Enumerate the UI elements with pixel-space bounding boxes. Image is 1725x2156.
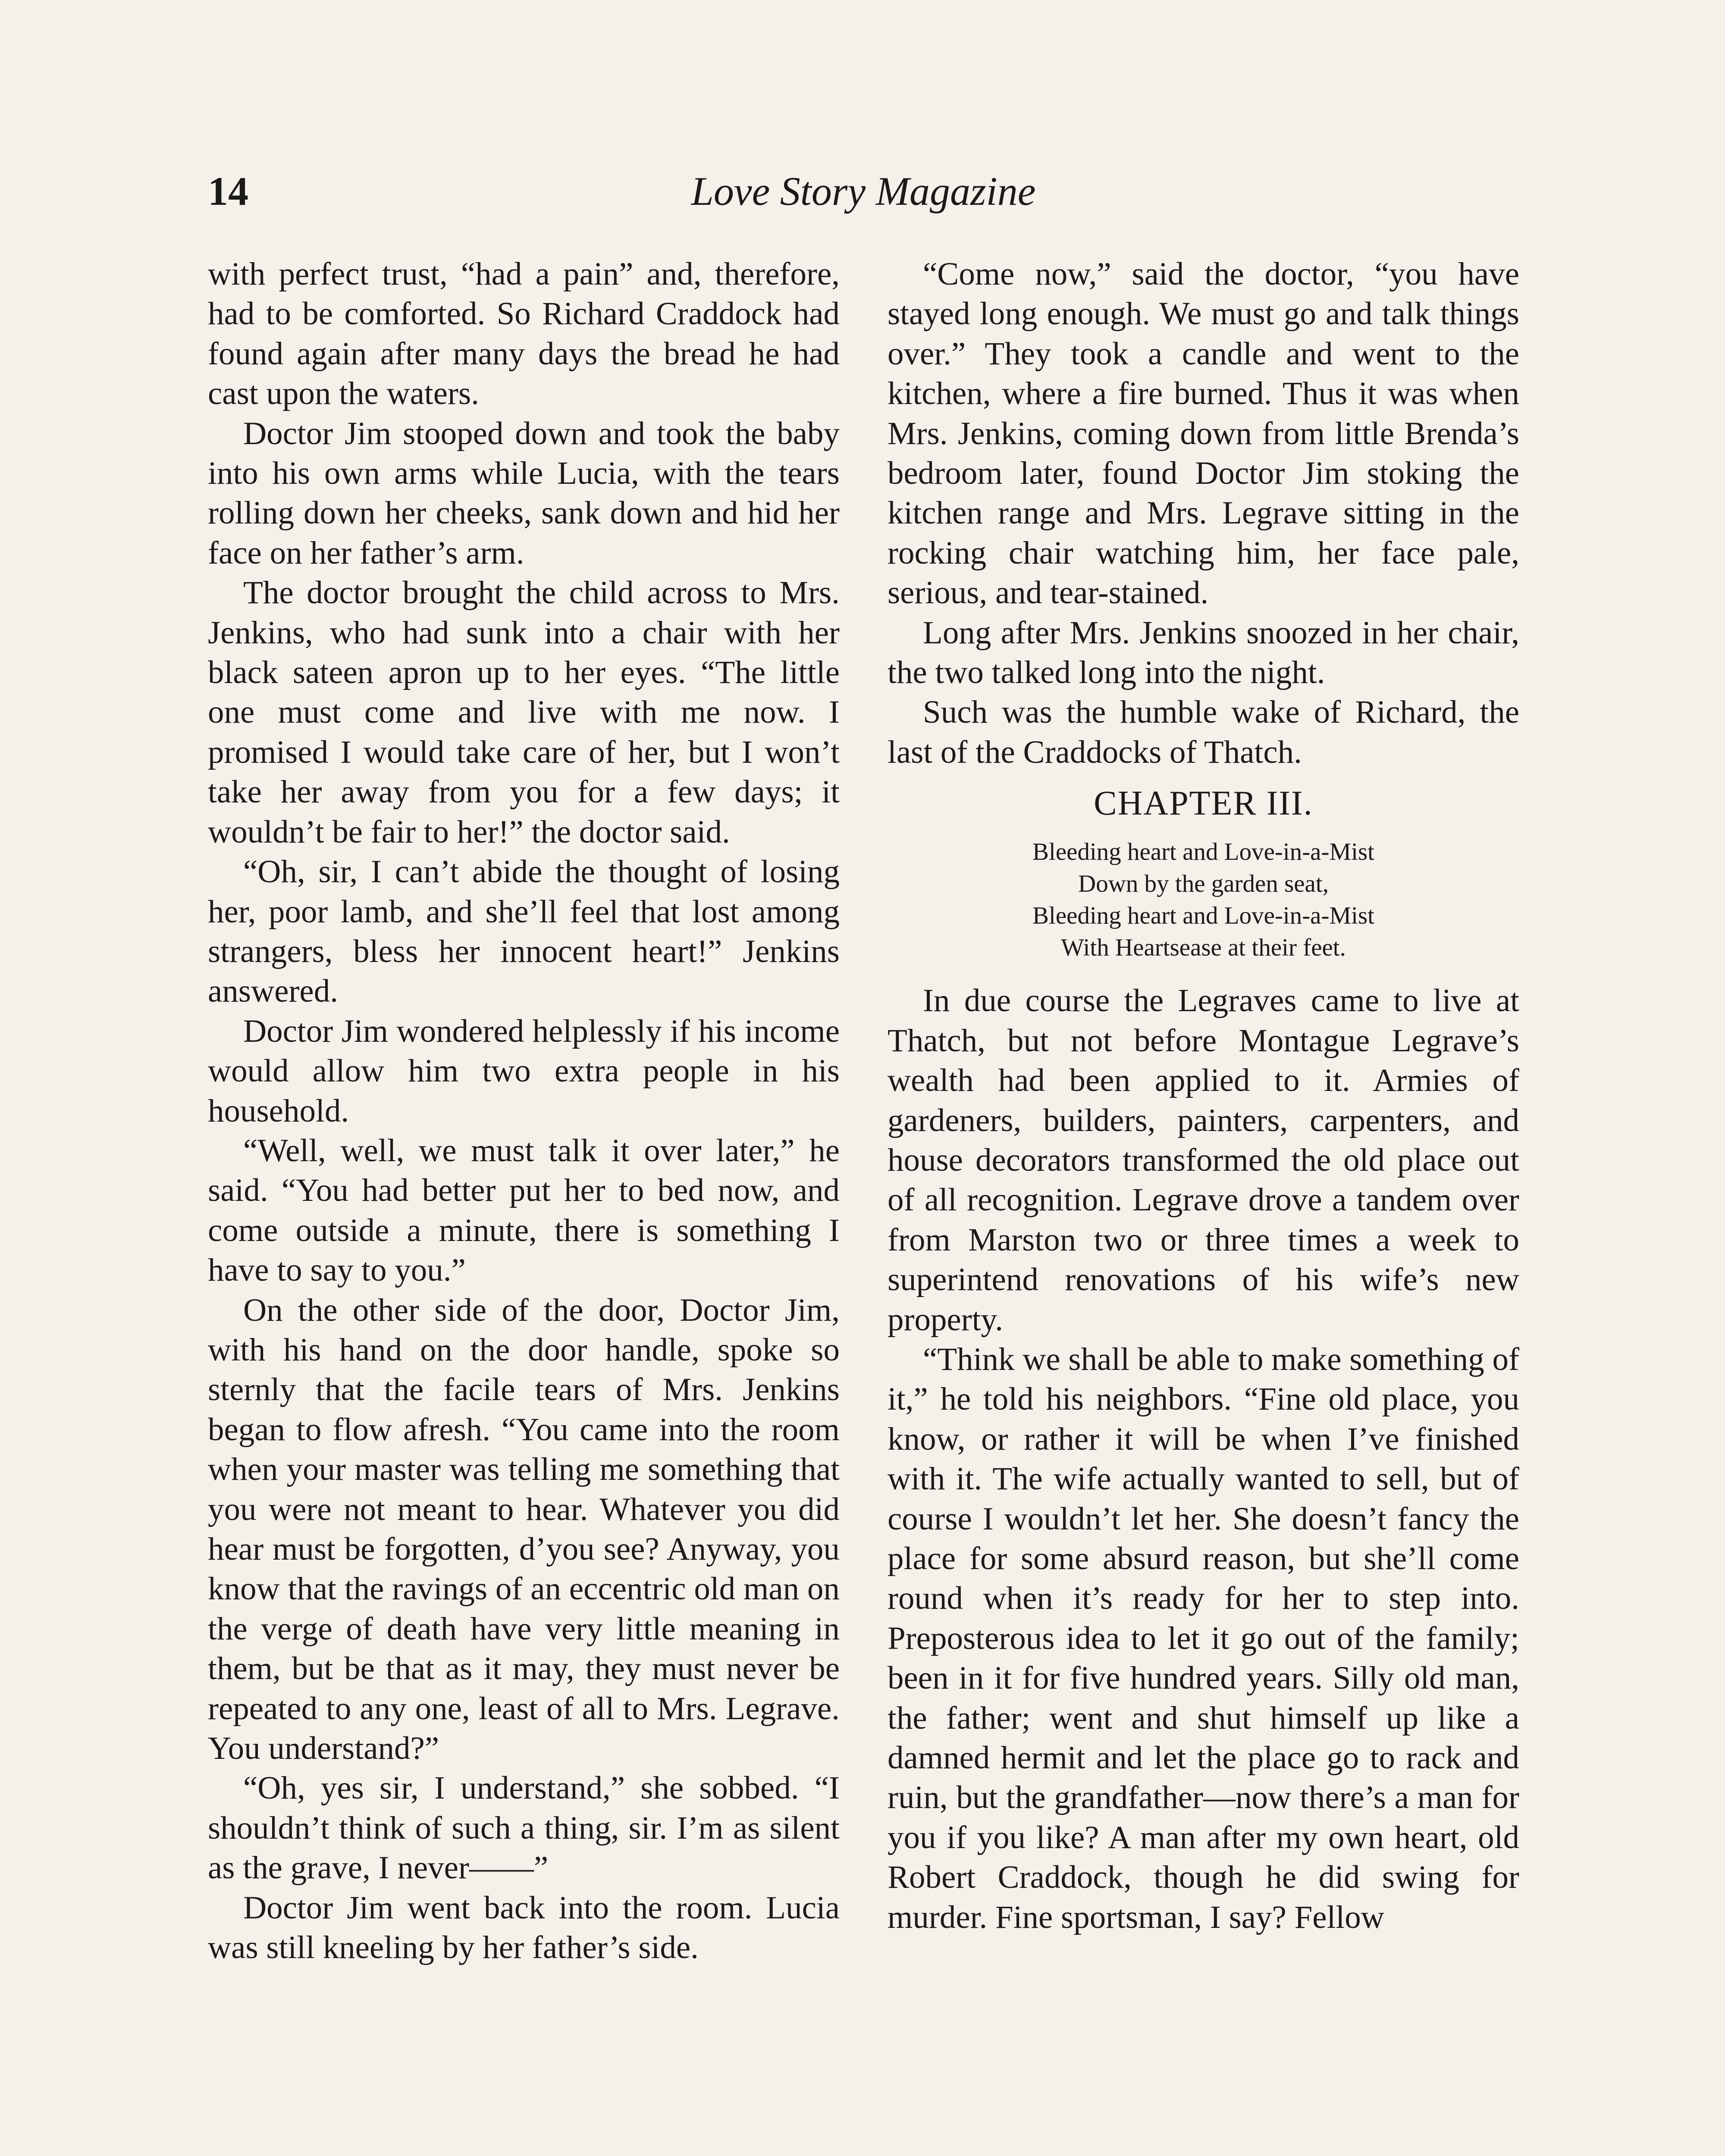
left-column bbox=[208, 254, 840, 1968]
right-column bbox=[888, 254, 1519, 1937]
paragraph: “Think we shall be able to make something of it,” he told his neighbors. “Fine old place, you know, or rather it will be when I’ve finished with it. The wife actually wanted to sell, but of course I wouldn’t let her. She doesn’t fancy the place for some absurd reason, but she’ll come round when it’s ready for her to step into. Preposterous idea to let it go out of the family; been in it for five hundred years. Silly old man, the father; went and shut himself up like a damned hermit and let the place go to rack and ruin, but the grandfather—now there’s a man for you if you like? A man after my own heart, old Robert Craddock, though he did swing for murder. Fine sportsman, I say? Fellow bbox=[888, 1341, 1519, 1935]
paragraph: Doctor Jim went back into the room. Lucia was still kneeling by her father’s side. bbox=[208, 1890, 840, 1966]
paragraph: In due course the Legraves came to live at Thatch, but not before Montague Legrave’s wealth had been applied to it. Armies of gardeners, builders, painters, carpenters, and house decorators transformed the old place out of all recognition. Legrave drove a tandem over from Marston two or three times a week to superintend renovations of his wife’s new property. bbox=[888, 983, 1519, 1338]
paragraph: “Oh, yes sir, I understand,” she sobbed. “I shouldn’t think of such a thing, sir. I’m as silent as the grave, I never——” bbox=[208, 1770, 840, 1886]
paragraph: with perfect trust, “had a pain” and, therefore, had to be comforted. So Richard Craddock had found again after many days the bread he had cast upon the waters. bbox=[208, 256, 840, 412]
page-header bbox=[208, 168, 1519, 233]
paragraph: Doctor Jim stooped down and took the baby into his own arms while Lucia, with the tears rolling down her cheeks, sank down and hid her face on her father’s arm. bbox=[208, 415, 840, 571]
magazine-title: Love Story Magazine bbox=[691, 169, 1036, 214]
chapter-heading: CHAPTER III. bbox=[1094, 784, 1313, 823]
page-number: 14 bbox=[208, 169, 248, 214]
epigraph bbox=[888, 836, 1519, 964]
epigraph-line: With Heartsease at their feet. bbox=[1061, 934, 1346, 962]
paragraph: Doctor Jim wondered helplessly if his income would allow him two extra people in his household. bbox=[208, 1013, 840, 1129]
epigraph-line: Down by the garden seat, bbox=[1078, 870, 1329, 898]
epigraph-line: Bleeding heart and Love-in-a-Mist bbox=[1032, 838, 1374, 866]
paragraph: Such was the humble wake of Richard, the last of the Craddocks of Thatch. bbox=[888, 694, 1519, 770]
paragraph: “Come now,” said the doctor, “you have stayed long enough. We must go and talk things over.” They took a candle and went to the kitchen, where a fire burned. Thus it was when Mrs. Jenkins, coming down from little Brenda’s bedroom later, found Doctor Jim stoking the kitchen range and Mrs. Legrave sitting in the rocking chair watching him, her face pale, serious, and tear-stained. bbox=[888, 256, 1519, 611]
paragraph: On the other side of the door, Doctor Jim, with his hand on the door handle, spoke so sternly that the facile tears of Mrs. Jenkins began to flow afresh. “You came into the room when your master was telling me something that you were not meant to hear. Whatever you did hear must be forgotten, d’you see? Anyway, you know that the ravings of an eccentric old man on the verge of death have very little meaning in them, but be that as it may, they must never be repeated to any one, least of all to Mrs. Legrave. You understand?” bbox=[208, 1292, 840, 1767]
paragraph: The doctor brought the child across to Mrs. Jenkins, who had sunk into a chair with her black sateen apron up to her eyes. “The little one must come and live with me now. I promised I would take care of her, but I won’t take her away from you for a few days; it wouldn’t be fair to her!” the doctor said. bbox=[208, 575, 840, 850]
epigraph-line: Bleeding heart and Love-in-a-Mist bbox=[1032, 902, 1374, 930]
paragraph: Long after Mrs. Jenkins snoozed in her chair, the two talked long into the night. bbox=[888, 614, 1519, 691]
paragraph: “Oh, sir, I can’t abide the thought of losing her, poor lamb, and she’ll feel that lost among strangers, bless her innocent heart!” Jenkins answered. bbox=[208, 854, 840, 1009]
paragraph: “Well, well, we must talk it over later,” he said. “You had better put her to bed now, and come outside a minute, there is something I have to say to you.” bbox=[208, 1132, 840, 1288]
